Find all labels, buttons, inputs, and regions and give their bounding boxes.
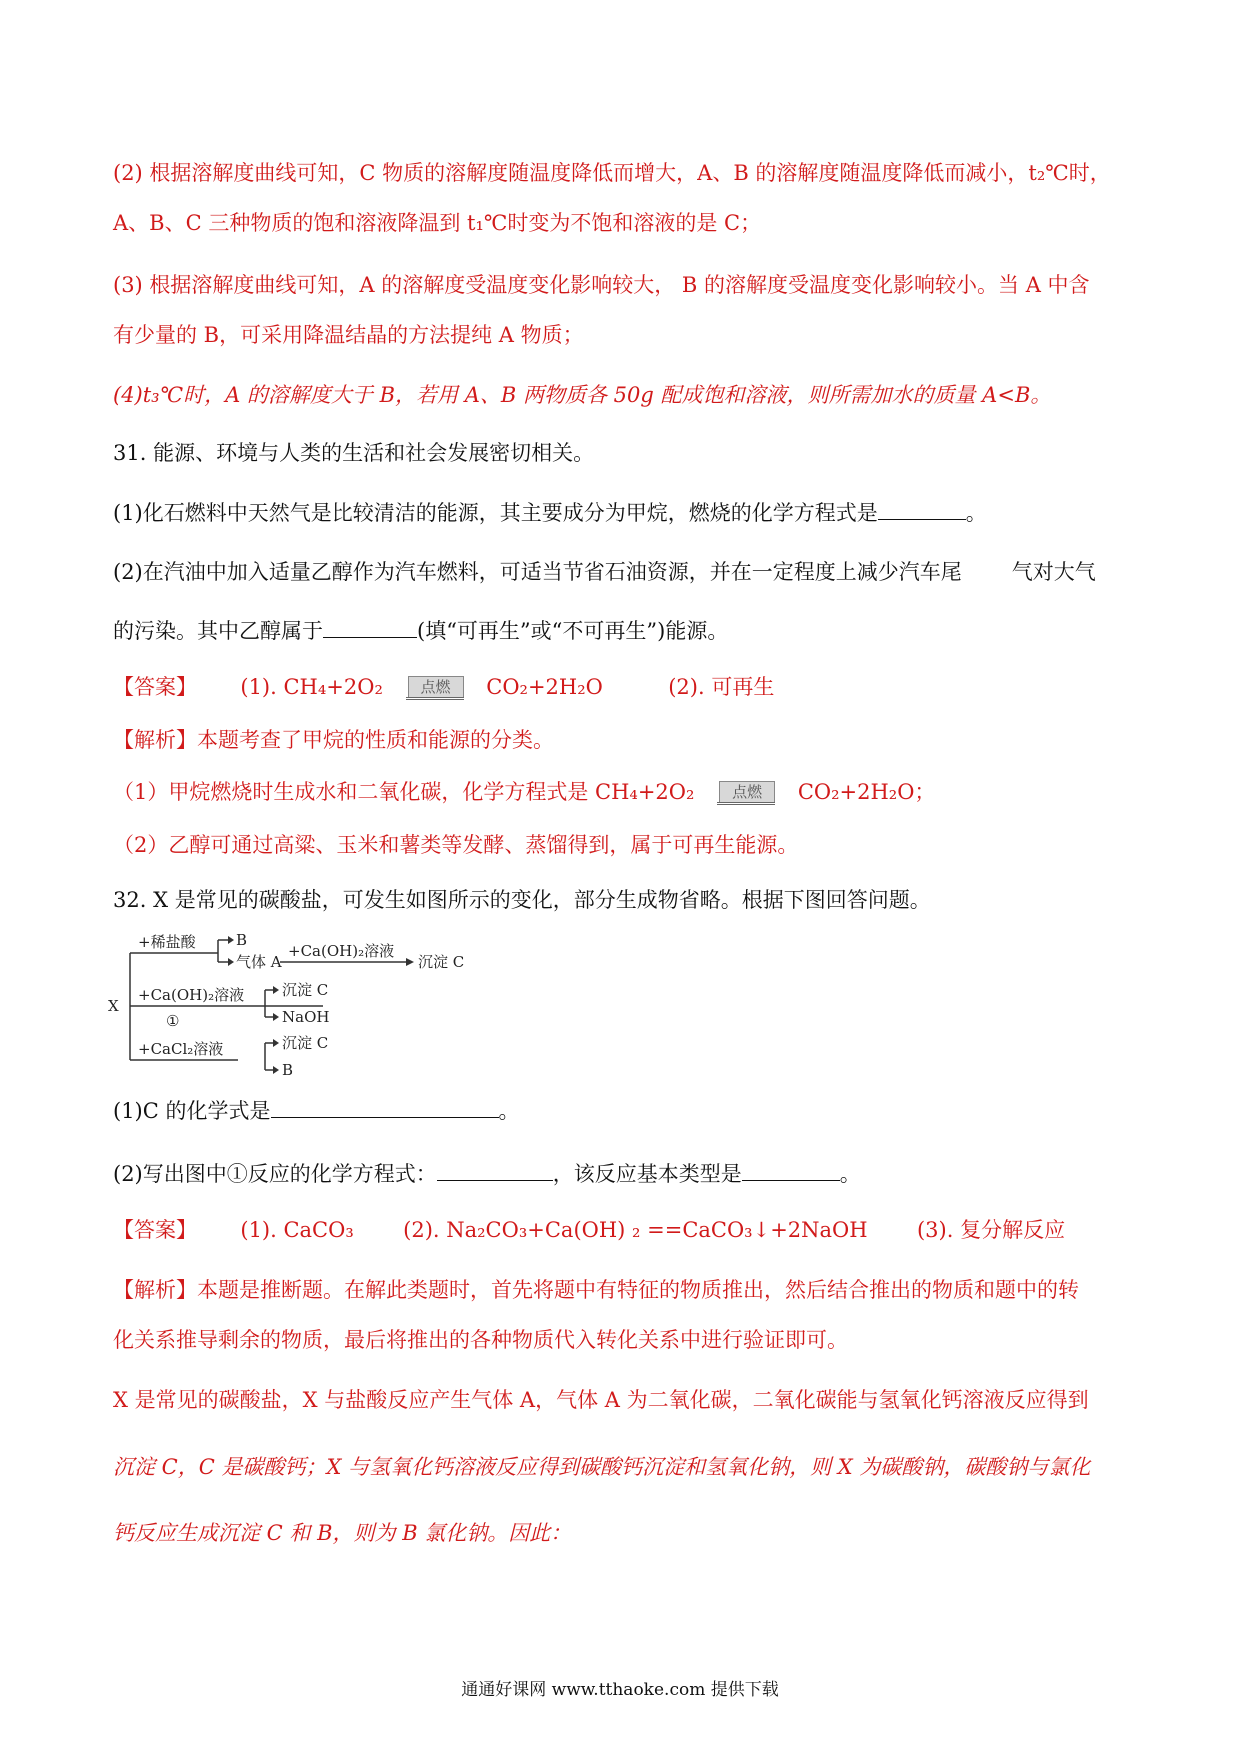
scheme-product-b-2: B [282, 1061, 294, 1079]
analysis-label: 【解析】 [113, 1278, 197, 1302]
ignition-condition-icon: 点燃 [711, 781, 781, 807]
q32-answer [113, 1215, 1065, 1245]
q32-part1 [113, 1095, 520, 1126]
scheme-naoh: NaOH [282, 1008, 330, 1026]
answer-blank[interactable] [878, 497, 966, 520]
q31-analysis-2: （2）乙醇可通过高粱、玉米和薯类等发酵、蒸馏得到，属于可再生能源。 [113, 833, 799, 857]
analysis-label: 【解析】 [113, 728, 197, 752]
q31-answer-1-left: (1). CH₄+2O₂ [240, 675, 383, 699]
q31-analysis-1-left: （1）甲烷燃烧时生成水和二氧化碳，化学方程式是 CH₄+2O₂ [113, 780, 695, 804]
q31-answer-1-right: CO₂+2H₂O [486, 675, 603, 699]
q32-answer-3: (3). 复分解反应 [916, 1218, 1066, 1242]
scheme-precipitate-c-3: 沉淀 C [282, 1034, 329, 1052]
scheme-precipitate-c-2: 沉淀 C [282, 981, 329, 999]
q32-stem: 32. X 是常见的碳酸盐，可发生如图所示的变化，部分生成物省略。根据下图回答问题。 [113, 888, 931, 912]
sol30-p2-line2: A、B、C 三种物质的饱和溶液降温到 t₁℃时变为不饱和溶液的是 C； [113, 211, 762, 235]
scheme-x: X [108, 997, 119, 1015]
answer-blank[interactable] [742, 1158, 840, 1181]
answer-label: 【答案】 [113, 1218, 197, 1242]
scheme-reaction-mark: ① [166, 1012, 180, 1030]
q31-part2b-text: 的污染。其中乙醇属于 [113, 619, 323, 643]
scheme-precipitate-c-1: 沉淀 C [418, 953, 465, 971]
answer-label: 【答案】 [113, 675, 197, 699]
q32-analysis-line2: 化关系推导剩余的物质，最后将推出的各种物质代入转化关系中进行验证即可。 [113, 1328, 848, 1352]
q32-part2-text: (2)写出图中①反应的化学方程式： [113, 1162, 437, 1186]
q31-part2-line1 [113, 557, 1096, 587]
q31-part1-end: 。 [965, 501, 987, 525]
reaction-scheme-diagram [108, 918, 528, 1098]
q31-answer [113, 672, 774, 702]
q32-answer-1: (1). CaCO₃ [240, 1218, 354, 1242]
q31-part2-text: (2)在汽油中加入适量乙醇作为汽车燃料，可适当节省石油资源，并在一定程度上减少汽车尾 [113, 560, 962, 584]
q32-reason-line1: X 是常见的碳酸盐，X 与盐酸反应产生气体 A，气体 A 为二氧化碳，二氧化碳能与氢氧化钙溶液反应得到 [113, 1388, 1089, 1412]
q32-part2 [113, 1158, 861, 1189]
ignition-condition-icon: 点燃 [400, 676, 470, 702]
answer-blank[interactable] [271, 1095, 499, 1118]
q31-part2-line2 [113, 615, 728, 646]
answer-blank[interactable] [323, 615, 417, 638]
q32-analysis-line1 [113, 1275, 1079, 1305]
q31-analysis-text: 本题考查了甲烷的性质和能源的分类。 [197, 728, 554, 752]
q32-answer-2: (2). Na₂CO₃+Ca(OH) ₂ ==CaCO₃↓+2NaOH [403, 1218, 868, 1242]
sol30-p3-line1: (3) 根据溶解度曲线可知，A 的溶解度受温度变化影响较大， B 的溶解度受温度变化影响较小。当 A 中含 [113, 273, 1090, 297]
q31-analysis [113, 725, 554, 755]
q31-answer-2: (2). 可再生 [668, 675, 775, 699]
page-footer: 通通好课网 www.tthaoke.com 提供下载 [461, 1680, 779, 1700]
answer-blank[interactable] [437, 1158, 553, 1181]
scheme-product-b: B [236, 931, 248, 949]
sol30-p2-line1: (2) 根据溶解度曲线可知，C 物质的溶解度随温度降低而增大，A、B 的溶解度随温度降低而减小，t₂℃时， [113, 161, 1111, 185]
scheme-gas-a: 气体 A [236, 953, 282, 971]
q31-analysis-1-right: CO₂+2H₂O； [797, 780, 936, 804]
q32-reason-line3: 钙反应生成沉淀 C 和 B，则为 B 氯化钠。因此： [113, 1521, 572, 1545]
scheme-reagent-hcl: +稀盐酸 [138, 933, 196, 951]
sol30-p4: (4)t₃℃时，A 的溶解度大于 B，若用 A、B 两物质各 50g 配成饱和溶液，则所需加水的质量 A<B。 [113, 383, 1052, 407]
scheme-reagent-caoh2-1: +Ca(OH)₂溶液 [288, 942, 395, 960]
q31-part2b-end: (填“可再生”或“不可再生”)能源。 [417, 619, 729, 643]
sol30-p3-line2: 有少量的 B，可采用降温结晶的方法提纯 A 物质； [113, 323, 584, 347]
q32-part2-mid: ，该反应基本类型是 [552, 1162, 742, 1186]
q31-part2-text-end: 气对大气 [1011, 560, 1096, 584]
q31-part1 [113, 497, 987, 528]
q32-analysis-text: 本题是推断题。在解此类题时，首先将题中有特征的物质推出，然后结合推出的物质和题中的转 [197, 1278, 1079, 1302]
q32-part1-end: 。 [498, 1099, 520, 1123]
q32-reason-line2: 沉淀 C，C 是碳酸钙；X 与氢氧化钙溶液反应得到碳酸钙沉淀和氢氧化钠，则 X 为碳酸钠，碳酸钠与氯化 [113, 1455, 1091, 1479]
q32-part2-end: 。 [839, 1162, 861, 1186]
q32-part1-text: (1)C 的化学式是 [113, 1099, 271, 1123]
scheme-reagent-caoh2-2: +Ca(OH)₂溶液 [138, 986, 245, 1004]
q31-part1-text: (1)化石燃料中天然气是比较清洁的能源，其主要成分为甲烷，燃烧的化学方程式是 [113, 501, 878, 525]
scheme-reagent-cacl2: +CaCl₂溶液 [138, 1040, 224, 1058]
q31-analysis-1 [113, 777, 935, 807]
q31-stem: 31. 能源、环境与人类的生活和社会发展密切相关。 [113, 441, 595, 465]
